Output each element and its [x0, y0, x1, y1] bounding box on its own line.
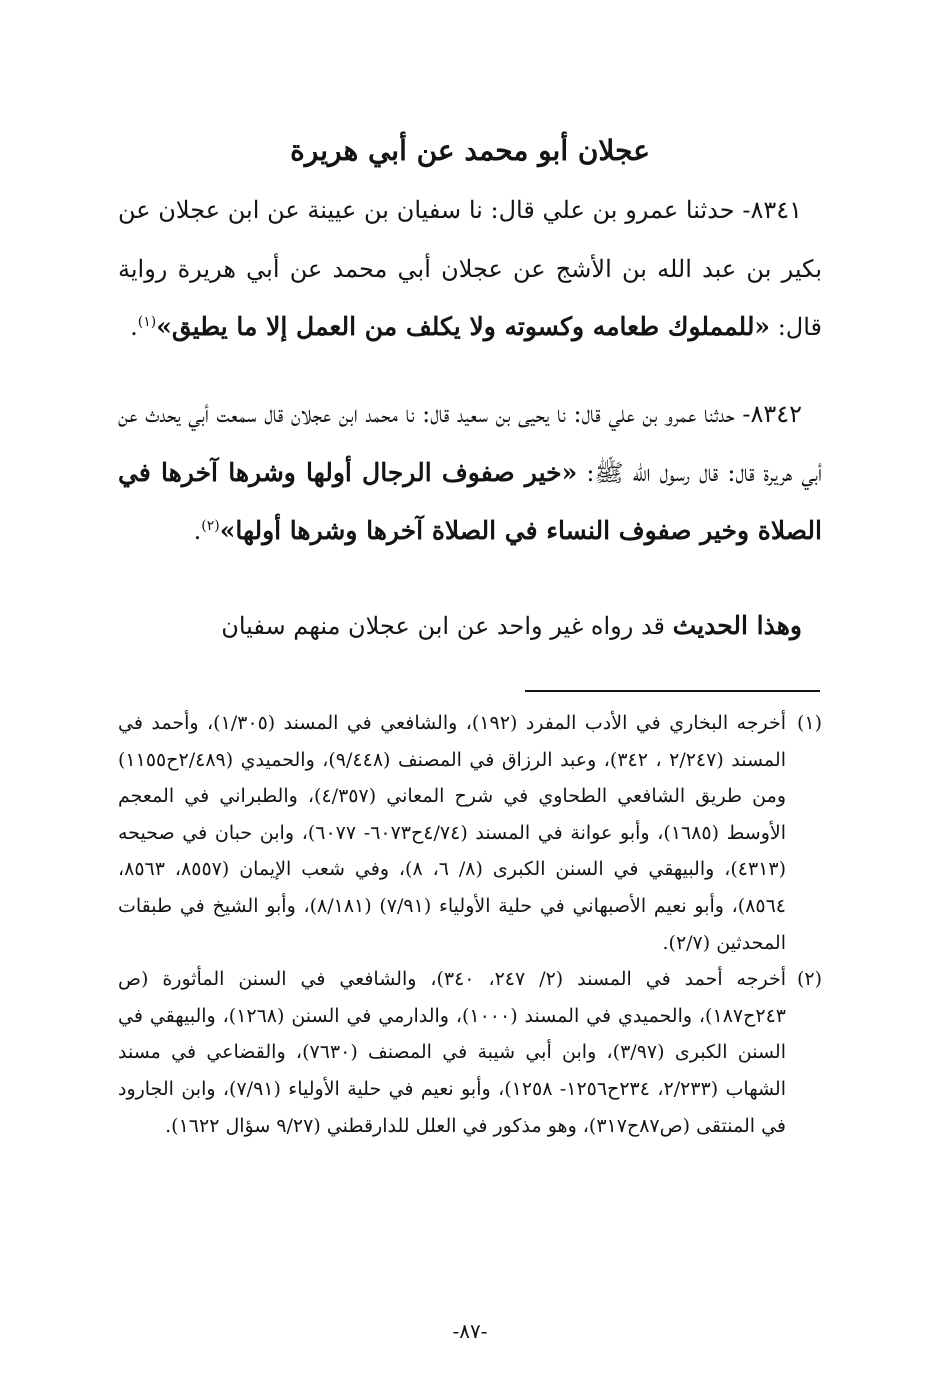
footnote-number: (٢) [796, 968, 822, 991]
paragraph-body [118, 385, 822, 561]
isnad-text: ٨٣٤٢- حدثنا عمرو بن علي قال: نا يحيى بن سعيد قال: نا محمد ابن عجلان قال سمعت أبي يحدث عن أبي هريرة قال: قال رسول الله ﷺ: [118, 400, 822, 487]
footnote-1 [118, 705, 822, 961]
page-number: -٨٧- [452, 1319, 488, 1343]
commentary-text: قد رواه غير واحد عن ابن عجلان منهم سفيان [221, 612, 673, 640]
footnotes [118, 705, 822, 1144]
footnote-ref: (١) [137, 314, 157, 330]
hadith-matn: «للمملوك طعامه وكسوته ولا يكلف من العمل إلا ما يطيق» [156, 312, 771, 341]
paragraph-body [118, 597, 822, 656]
footnote-2 [118, 961, 822, 1144]
hadith-paragraph-8341 [118, 181, 822, 357]
section-heading: عجلان أبو محمد عن أبي هريرة [290, 134, 650, 167]
isnad-text: ٨٣٤١- حدثنا عمرو بن علي قال: نا سفيان بن عيينة عن ابن عجلان عن بكير بن عبد الله بن الأشج عن عجلان أبي محمد عن أبي هريرة رواية قال: [118, 196, 822, 341]
commentary-lead: وهذا الحديث [672, 611, 802, 640]
sentence-end: . [130, 313, 138, 341]
commentary-paragraph [118, 597, 822, 656]
hadith-matn: «خير صفوف الرجال أولها وشرها آخرها في الصلاة وخير صفوف النساء في الصلاة آخرها وشرها أولها» [118, 457, 822, 545]
footnote-number: (١) [796, 712, 822, 734]
sentence-end: . [193, 517, 202, 545]
footnote-text: أخرجه البخاري في الأدب المفرد (١٩٢)، والشافعي في المسند (١/٣٠٥)، وأحمد في المسند (٢/٢٤٧ ، ٣٤٢)، وعبد الرزاق في المصنف (٩/٤٤٨)، والحميدي (٢/٤٨٩ح١١٥٥) ومن طريق الشافعي الطحاوي في شرح المعاني (٤/٣٥٧)، والطبراني في المعجم الأوسط (١٦٨٥)، وأبو عوانة في المسند (٤/٧٤ح٦٠٧٣- ٦٠٧٧)، وابن حبان في صحيحه (٤٣١٣)، والبيهقي في السنن الكبرى (٨/ ٦، ٨)، وفي شعب الإيمان (٨٥٥٧، ٨٥٦٣، ٨٥٦٤)، وأبو نعيم الأصبهاني في حلية الأولياء (٧/٩١) (٨/١٨١)، وأبو الشيخ في طبقات المحدثين (٢/٧). [118, 712, 787, 954]
hadith-paragraph-8342 [118, 385, 822, 561]
paragraph-body [118, 181, 822, 357]
footnote-text: أخرجه أحمد في المسند (٢/ ٢٤٧، ٣٤٠)، والشافعي في السنن المأثورة (ص ٢٤٣ح١٨٧)، والحميدي في المسند (١٠٠٠)، والدارمي في السنن (١٢٦٨)، والبيهقي في السنن الكبرى (٣/٩٧)، وابن أبي شيبة في المصنف (٧٦٣٠)، والقضاعي في مسند الشهاب (٢/٢٣٣، ٢٣٤ح١٢٥٦- ١٢٥٨)، وأبو نعيم في حلية الأولياء (٧/٩١)، وابن الجارود في المنتقى (ص٨٧ح٣١٧)، وهو مذكور في العلل للدارقطني (٩/٢٧ سؤال ١٦٢٢). [118, 968, 786, 1137]
footnote-separator [525, 690, 820, 692]
footnote-ref: (٢) [201, 518, 220, 534]
